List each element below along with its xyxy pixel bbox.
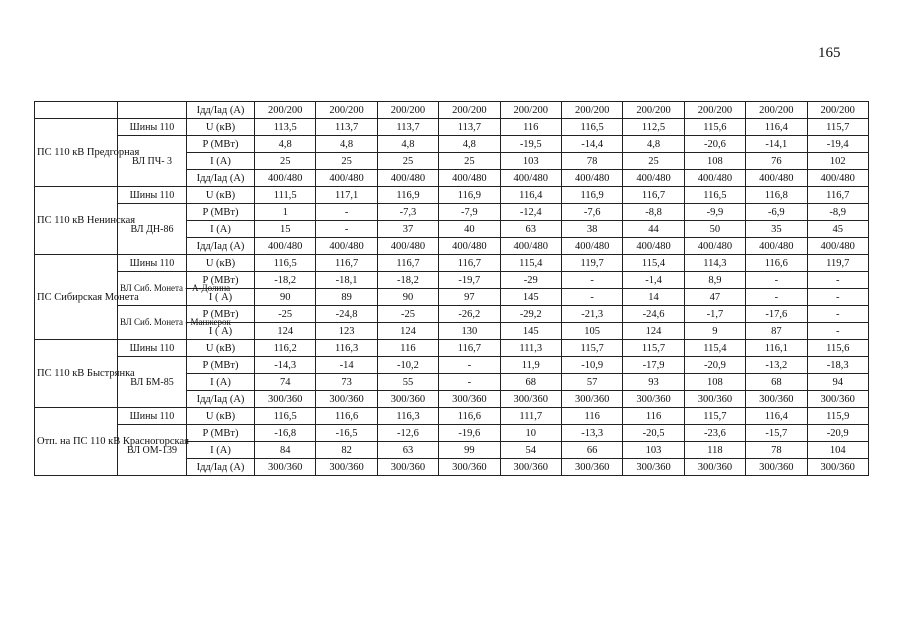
value-cell: 145 bbox=[500, 289, 561, 306]
table-row bbox=[35, 136, 869, 153]
value-cell: 116 bbox=[377, 340, 438, 357]
value-cell: 37 bbox=[377, 221, 438, 238]
value-cell: 200/200 bbox=[561, 102, 622, 119]
value-cell: -19,4 bbox=[807, 136, 868, 153]
value-cell: 4,8 bbox=[316, 136, 377, 153]
value-cell: 123 bbox=[316, 323, 377, 340]
value-cell: 300/360 bbox=[561, 391, 622, 408]
value-cell: 84 bbox=[255, 442, 316, 459]
value-cell: 54 bbox=[500, 442, 561, 459]
value-cell: 116,5 bbox=[561, 119, 622, 136]
element-name: Шины 110 bbox=[118, 119, 187, 136]
value-cell: 300/360 bbox=[439, 459, 500, 476]
parameter-label: I (А) bbox=[187, 153, 255, 170]
value-cell: -18,2 bbox=[377, 272, 438, 289]
value-cell: 200/200 bbox=[500, 102, 561, 119]
value-cell: -10,9 bbox=[561, 357, 622, 374]
value-cell: -12,4 bbox=[500, 204, 561, 221]
value-cell: - bbox=[746, 289, 807, 306]
value-cell: 116,9 bbox=[377, 187, 438, 204]
value-cell: 116,7 bbox=[439, 340, 500, 357]
parameter-label: P (МВт) bbox=[187, 425, 255, 442]
value-cell: - bbox=[746, 272, 807, 289]
value-cell: 116,7 bbox=[377, 255, 438, 272]
value-cell: 102 bbox=[807, 153, 868, 170]
parameter-label: P (МВт) bbox=[187, 272, 255, 289]
value-cell: -8,9 bbox=[807, 204, 868, 221]
value-cell: 300/360 bbox=[623, 459, 684, 476]
value-cell: 113,7 bbox=[316, 119, 377, 136]
value-cell: 111,5 bbox=[255, 187, 316, 204]
value-cell: -20,6 bbox=[684, 136, 745, 153]
value-cell: 68 bbox=[746, 374, 807, 391]
value-cell: 116,7 bbox=[316, 255, 377, 272]
value-cell: 63 bbox=[500, 221, 561, 238]
value-cell: -18,3 bbox=[807, 357, 868, 374]
value-cell: -24,8 bbox=[316, 306, 377, 323]
value-cell: 400/480 bbox=[439, 238, 500, 255]
value-cell: 66 bbox=[561, 442, 622, 459]
value-cell: 105 bbox=[561, 323, 622, 340]
value-cell: 117,1 bbox=[316, 187, 377, 204]
value-cell: -29 bbox=[500, 272, 561, 289]
value-cell: 300/360 bbox=[807, 459, 868, 476]
value-cell: 115,4 bbox=[623, 255, 684, 272]
element-name: Шины 110 bbox=[118, 340, 187, 357]
value-cell: -13,3 bbox=[561, 425, 622, 442]
table-row bbox=[35, 255, 869, 272]
value-cell: -20,9 bbox=[684, 357, 745, 374]
table-row bbox=[35, 272, 869, 289]
value-cell: 116,9 bbox=[561, 187, 622, 204]
value-cell: -12,6 bbox=[377, 425, 438, 442]
value-cell: 116,6 bbox=[746, 255, 807, 272]
value-cell: 115,7 bbox=[684, 408, 745, 425]
value-cell: 116,1 bbox=[746, 340, 807, 357]
value-cell: 78 bbox=[561, 153, 622, 170]
value-cell: 400/480 bbox=[500, 238, 561, 255]
value-cell: 25 bbox=[439, 153, 500, 170]
value-cell: 10 bbox=[500, 425, 561, 442]
value-cell: 300/360 bbox=[623, 391, 684, 408]
value-cell: 200/200 bbox=[377, 102, 438, 119]
value-cell: - bbox=[439, 357, 500, 374]
value-cell: 90 bbox=[255, 289, 316, 306]
value-cell: 115,4 bbox=[500, 255, 561, 272]
value-cell: 115,7 bbox=[623, 340, 684, 357]
table-row bbox=[35, 340, 869, 357]
value-cell: 400/480 bbox=[623, 170, 684, 187]
value-cell: 400/480 bbox=[807, 238, 868, 255]
parameter-label: U (кВ) bbox=[187, 255, 255, 272]
value-cell: 300/360 bbox=[746, 391, 807, 408]
value-cell: -14,1 bbox=[746, 136, 807, 153]
element-name: ВЛ ДН-86 bbox=[118, 204, 187, 255]
value-cell: 116 bbox=[500, 119, 561, 136]
element-name: ВЛ ПЧ- 3 bbox=[118, 136, 187, 187]
element-name: ВЛ БМ-85 bbox=[118, 357, 187, 408]
value-cell: 63 bbox=[377, 442, 438, 459]
value-cell: 115,6 bbox=[684, 119, 745, 136]
value-cell: 94 bbox=[807, 374, 868, 391]
table-row bbox=[35, 408, 869, 425]
value-cell: 76 bbox=[746, 153, 807, 170]
value-cell: 200/200 bbox=[623, 102, 684, 119]
parameter-label: Iдд/Iад (А) bbox=[187, 391, 255, 408]
value-cell: 300/360 bbox=[377, 391, 438, 408]
value-cell: -1,7 bbox=[684, 306, 745, 323]
value-cell: 116,6 bbox=[316, 408, 377, 425]
element-name: Шины 110 bbox=[118, 187, 187, 204]
value-cell: 11,9 bbox=[500, 357, 561, 374]
value-cell: - bbox=[561, 272, 622, 289]
value-cell: 68 bbox=[500, 374, 561, 391]
value-cell: -14,4 bbox=[561, 136, 622, 153]
value-cell: 40 bbox=[439, 221, 500, 238]
value-cell: 300/360 bbox=[255, 459, 316, 476]
parameter-label: P (МВт) bbox=[187, 306, 255, 323]
parameter-label: U (кВ) bbox=[187, 119, 255, 136]
table-row bbox=[35, 102, 869, 119]
value-cell: -14,3 bbox=[255, 357, 316, 374]
parameter-label: U (кВ) bbox=[187, 408, 255, 425]
value-cell: 113,5 bbox=[255, 119, 316, 136]
value-cell: 300/360 bbox=[746, 459, 807, 476]
value-cell: 45 bbox=[807, 221, 868, 238]
value-cell: 400/480 bbox=[684, 238, 745, 255]
value-cell: -20,5 bbox=[623, 425, 684, 442]
value-cell: 300/360 bbox=[684, 391, 745, 408]
value-cell: 400/480 bbox=[377, 170, 438, 187]
value-cell: 400/480 bbox=[255, 238, 316, 255]
parameter-label: P (МВт) bbox=[187, 357, 255, 374]
value-cell: -17,6 bbox=[746, 306, 807, 323]
parameter-label: P (МВт) bbox=[187, 204, 255, 221]
station-name: Отп. на ПС 110 кВ Красногорская bbox=[35, 408, 118, 476]
value-cell: 116 bbox=[561, 408, 622, 425]
value-cell: 15 bbox=[255, 221, 316, 238]
value-cell: -26,2 bbox=[439, 306, 500, 323]
value-cell: 300/360 bbox=[377, 459, 438, 476]
value-cell: 4,8 bbox=[623, 136, 684, 153]
value-cell: 400/480 bbox=[623, 238, 684, 255]
value-cell: 1 bbox=[255, 204, 316, 221]
value-cell: 25 bbox=[316, 153, 377, 170]
value-cell: 124 bbox=[377, 323, 438, 340]
table-row bbox=[35, 306, 869, 323]
parameter-label: Iдд/Iад (А) bbox=[187, 238, 255, 255]
value-cell: -15,7 bbox=[746, 425, 807, 442]
value-cell: 103 bbox=[500, 153, 561, 170]
page-number: 165 bbox=[818, 45, 841, 61]
value-cell: 116,7 bbox=[623, 187, 684, 204]
value-cell: -13,2 bbox=[746, 357, 807, 374]
value-cell: -18,2 bbox=[255, 272, 316, 289]
value-cell: - bbox=[439, 374, 500, 391]
value-cell: 116,4 bbox=[746, 119, 807, 136]
parameter-label: Iдд/Iад (А) bbox=[187, 459, 255, 476]
value-cell: 200/200 bbox=[807, 102, 868, 119]
value-cell: 400/480 bbox=[746, 238, 807, 255]
parameter-label: I (А) bbox=[187, 442, 255, 459]
value-cell: 111,3 bbox=[500, 340, 561, 357]
value-cell: 200/200 bbox=[439, 102, 500, 119]
value-cell: 25 bbox=[623, 153, 684, 170]
value-cell: -7,6 bbox=[561, 204, 622, 221]
value-cell: 89 bbox=[316, 289, 377, 306]
value-cell: 116,3 bbox=[316, 340, 377, 357]
value-cell: -19,5 bbox=[500, 136, 561, 153]
value-cell: 124 bbox=[623, 323, 684, 340]
value-cell: 300/360 bbox=[439, 391, 500, 408]
value-cell: -7,9 bbox=[439, 204, 500, 221]
value-cell: 116 bbox=[623, 408, 684, 425]
value-cell: 14 bbox=[623, 289, 684, 306]
table-row bbox=[35, 187, 869, 204]
value-cell: - bbox=[316, 204, 377, 221]
value-cell: -29,2 bbox=[500, 306, 561, 323]
value-cell: 44 bbox=[623, 221, 684, 238]
value-cell: 200/200 bbox=[255, 102, 316, 119]
parameter-label: P (МВт) bbox=[187, 136, 255, 153]
value-cell: 74 bbox=[255, 374, 316, 391]
value-cell: - bbox=[807, 306, 868, 323]
value-cell: 118 bbox=[684, 442, 745, 459]
value-cell: 400/480 bbox=[255, 170, 316, 187]
value-cell: 111,7 bbox=[500, 408, 561, 425]
value-cell: 300/360 bbox=[500, 391, 561, 408]
value-cell: 25 bbox=[255, 153, 316, 170]
value-cell: -16,8 bbox=[255, 425, 316, 442]
value-cell: 113,7 bbox=[377, 119, 438, 136]
value-cell: 87 bbox=[746, 323, 807, 340]
value-cell: 400/480 bbox=[746, 170, 807, 187]
value-cell: -25 bbox=[255, 306, 316, 323]
value-cell: 400/480 bbox=[439, 170, 500, 187]
value-cell: 47 bbox=[684, 289, 745, 306]
value-cell: - bbox=[807, 289, 868, 306]
value-cell: 124 bbox=[255, 323, 316, 340]
value-cell: 300/360 bbox=[316, 391, 377, 408]
value-cell: 103 bbox=[623, 442, 684, 459]
value-cell: -20,9 bbox=[807, 425, 868, 442]
value-cell: 116,2 bbox=[255, 340, 316, 357]
value-cell: 116,4 bbox=[500, 187, 561, 204]
value-cell: 55 bbox=[377, 374, 438, 391]
element-name: Шины 110 bbox=[118, 408, 187, 425]
table-row bbox=[35, 119, 869, 136]
value-cell: 4,8 bbox=[377, 136, 438, 153]
value-cell: 57 bbox=[561, 374, 622, 391]
parameter-label: I (А) bbox=[187, 374, 255, 391]
value-cell: 99 bbox=[439, 442, 500, 459]
value-cell: 116,5 bbox=[255, 255, 316, 272]
value-cell: 400/480 bbox=[316, 170, 377, 187]
value-cell: 115,7 bbox=[807, 119, 868, 136]
value-cell: 4,8 bbox=[255, 136, 316, 153]
value-cell: 78 bbox=[746, 442, 807, 459]
value-cell: 116,6 bbox=[439, 408, 500, 425]
value-cell: 25 bbox=[377, 153, 438, 170]
value-cell: -9,9 bbox=[684, 204, 745, 221]
table-row bbox=[35, 204, 869, 221]
value-cell: 38 bbox=[561, 221, 622, 238]
value-cell: -19,7 bbox=[439, 272, 500, 289]
value-cell: 50 bbox=[684, 221, 745, 238]
value-cell: 82 bbox=[316, 442, 377, 459]
element-name: ВЛ Сиб. Монета - Манжерок bbox=[118, 306, 187, 340]
value-cell: 73 bbox=[316, 374, 377, 391]
value-cell: -1,4 bbox=[623, 272, 684, 289]
element-name: Шины 110 bbox=[118, 255, 187, 272]
value-cell: - bbox=[807, 323, 868, 340]
value-cell: -14 bbox=[316, 357, 377, 374]
element-name bbox=[118, 102, 187, 119]
value-cell: 130 bbox=[439, 323, 500, 340]
value-cell: 97 bbox=[439, 289, 500, 306]
value-cell: 400/480 bbox=[561, 238, 622, 255]
station-name: ПС Сибирская Монета bbox=[35, 255, 118, 340]
value-cell: -21,3 bbox=[561, 306, 622, 323]
value-cell: -23,6 bbox=[684, 425, 745, 442]
value-cell: 300/360 bbox=[807, 391, 868, 408]
value-cell: 104 bbox=[807, 442, 868, 459]
value-cell: -10,2 bbox=[377, 357, 438, 374]
value-cell: 116,8 bbox=[746, 187, 807, 204]
value-cell: 400/480 bbox=[807, 170, 868, 187]
value-cell: 119,7 bbox=[561, 255, 622, 272]
station-name: ПС 110 кВ Предгорная bbox=[35, 119, 118, 187]
value-cell: -19,6 bbox=[439, 425, 500, 442]
station-name bbox=[35, 102, 118, 119]
parameter-label: Iдд/Iад (А) bbox=[187, 102, 255, 119]
value-cell: 116,4 bbox=[746, 408, 807, 425]
value-cell: 300/360 bbox=[500, 459, 561, 476]
station-name: ПС 110 кВ Быстрянка bbox=[35, 340, 118, 408]
value-cell: 9 bbox=[684, 323, 745, 340]
value-cell: 108 bbox=[684, 374, 745, 391]
value-cell: 4,8 bbox=[439, 136, 500, 153]
value-cell: 200/200 bbox=[746, 102, 807, 119]
value-cell: 300/360 bbox=[684, 459, 745, 476]
value-cell: -25 bbox=[377, 306, 438, 323]
value-cell: -6,9 bbox=[746, 204, 807, 221]
value-cell: 115,9 bbox=[807, 408, 868, 425]
value-cell: 114,3 bbox=[684, 255, 745, 272]
value-cell: 116,7 bbox=[807, 187, 868, 204]
station-name: ПС 110 кВ Ненинская bbox=[35, 187, 118, 255]
parameter-label: I ( А) bbox=[187, 289, 255, 306]
value-cell: -18,1 bbox=[316, 272, 377, 289]
value-cell: -16,5 bbox=[316, 425, 377, 442]
value-cell: - bbox=[807, 272, 868, 289]
value-cell: - bbox=[561, 289, 622, 306]
value-cell: 119,7 bbox=[807, 255, 868, 272]
value-cell: 116,7 bbox=[439, 255, 500, 272]
value-cell: 400/480 bbox=[316, 238, 377, 255]
value-cell: 400/480 bbox=[377, 238, 438, 255]
value-cell: 93 bbox=[623, 374, 684, 391]
value-cell: -7,3 bbox=[377, 204, 438, 221]
value-cell: -24,6 bbox=[623, 306, 684, 323]
value-cell: 115,7 bbox=[561, 340, 622, 357]
value-cell: -8,8 bbox=[623, 204, 684, 221]
value-cell: 200/200 bbox=[316, 102, 377, 119]
value-cell: 113,7 bbox=[439, 119, 500, 136]
parameter-label: U (кВ) bbox=[187, 187, 255, 204]
parameter-label: I ( А) bbox=[187, 323, 255, 340]
value-cell: 300/360 bbox=[255, 391, 316, 408]
parameter-label: U (кВ) bbox=[187, 340, 255, 357]
value-cell: 400/480 bbox=[561, 170, 622, 187]
table-row bbox=[35, 357, 869, 374]
parameter-label: I (А) bbox=[187, 221, 255, 238]
value-cell: 115,6 bbox=[807, 340, 868, 357]
value-cell: 108 bbox=[684, 153, 745, 170]
measurements-table bbox=[34, 101, 869, 476]
value-cell: 116,5 bbox=[255, 408, 316, 425]
value-cell: 300/360 bbox=[316, 459, 377, 476]
value-cell: - bbox=[316, 221, 377, 238]
element-name: ВЛ Сиб. Монета – А-Долина bbox=[118, 272, 187, 306]
value-cell: 112,5 bbox=[623, 119, 684, 136]
parameter-label: Iдд/Iад (А) bbox=[187, 170, 255, 187]
value-cell: 90 bbox=[377, 289, 438, 306]
element-name: ВЛ ОМ-139 bbox=[118, 425, 187, 476]
table-body bbox=[35, 102, 869, 476]
value-cell: 300/360 bbox=[561, 459, 622, 476]
value-cell: 35 bbox=[746, 221, 807, 238]
value-cell: 116,3 bbox=[377, 408, 438, 425]
value-cell: 8,9 bbox=[684, 272, 745, 289]
value-cell: 116,5 bbox=[684, 187, 745, 204]
value-cell: 116,9 bbox=[439, 187, 500, 204]
value-cell: -17,9 bbox=[623, 357, 684, 374]
value-cell: 400/480 bbox=[684, 170, 745, 187]
value-cell: 115,4 bbox=[684, 340, 745, 357]
value-cell: 145 bbox=[500, 323, 561, 340]
value-cell: 400/480 bbox=[500, 170, 561, 187]
value-cell: 200/200 bbox=[684, 102, 745, 119]
